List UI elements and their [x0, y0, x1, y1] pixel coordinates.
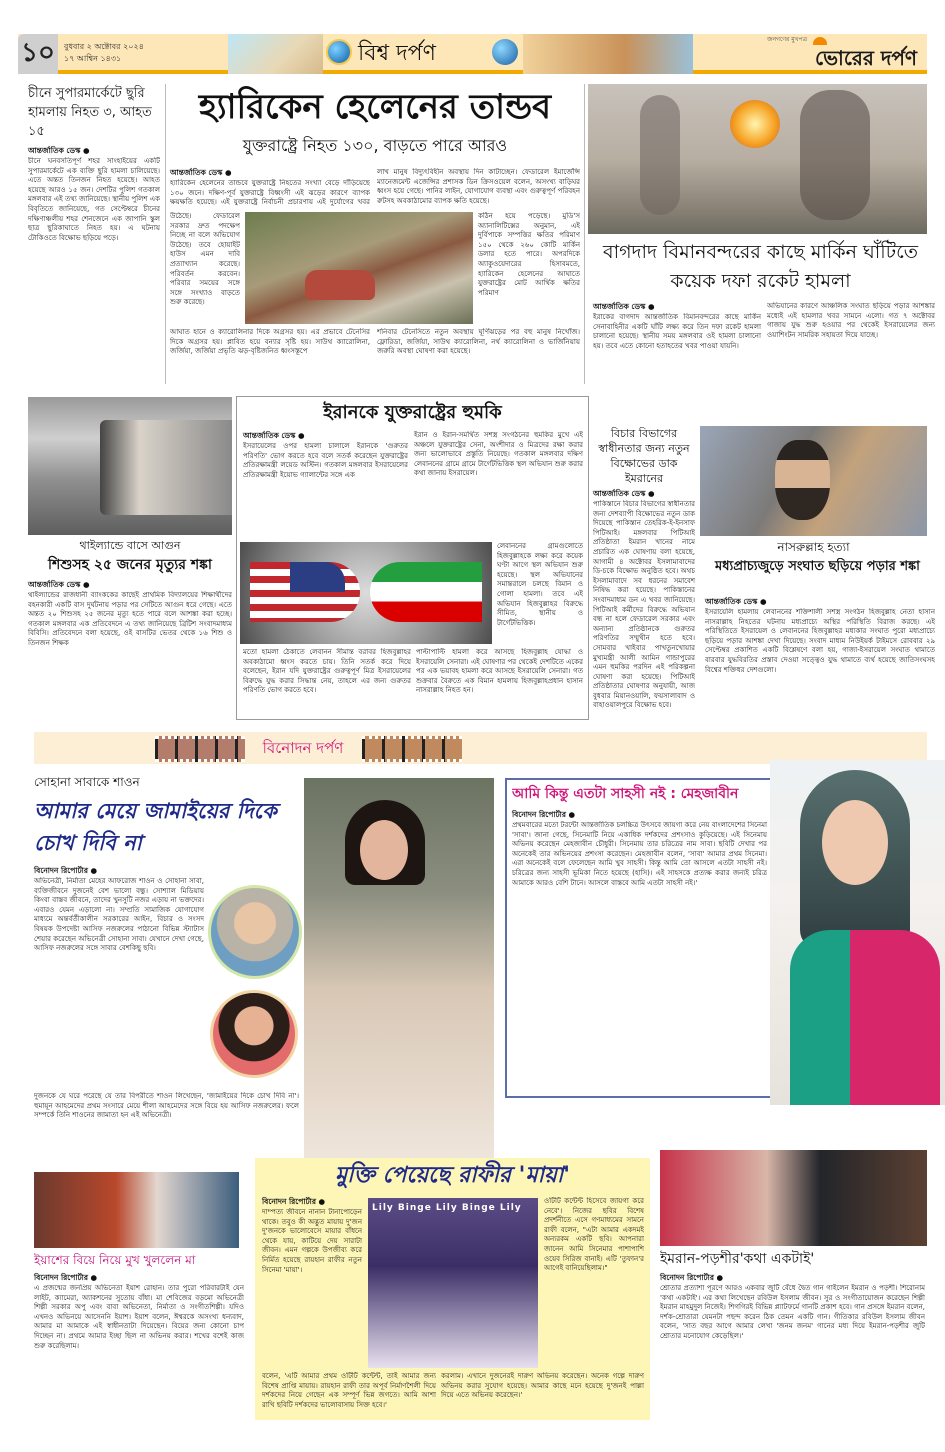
smoke-plume: [800, 90, 870, 220]
globe-icon: [492, 39, 518, 65]
date-block: [64, 41, 144, 65]
iran-body: ইসরায়েলের ওপর হামলা চালালে ইরানকে 'গুরুতর পরিণতি' ভোগ করতে হবে বলে সতর্ক করেছেন যুক্তরাষ্ট্রের প্রতিরক্ষামন্ত্রী লয়েড অস্টিন। গতকাল মঙ্গলবার ইসরায়েলের প্রতিরক্ষামন্ত্রী ইয়োভ গ্যালান্টের সঙ্গে এক: [243, 442, 408, 479]
iran-body: মতো হামলা ঠেকাতে লেবানন সীমান্ত বরাবর হিজবুল্লাহর অবকাঠামো ধ্বংস করতে চায়। তিনি সতর্ক করে দিয়ে বলেছেন, ইরান যদি যুক্তরাষ্ট্রের গুরুত্বপূর্ণ মিত্র ইসরায়েলের বিরুদ্ধে যুদ্ধ করার সিদ্ধান্ত নেয়, তাহলে এর জন্য গুরুতর পরিণতি ভোগ করতে হবে।: [243, 648, 411, 695]
portrait-face: [360, 820, 408, 880]
iran-headline[interactable]: ইরানকে যুক্তরাষ্ট্রের হুমকি: [323, 402, 502, 423]
hurricane-byline: আন্তর্জাতিক ডেস্ক ●: [170, 168, 232, 177]
china-body: চীনে ঘনবসতিপূর্ণ শহর সাংহাইয়ের একটি সুপারমার্কেটে এক ব্যক্তি ছুরি হামলা চালিয়েছে। এতে অন্তত তিনজন নিহত হয়েছে। আহত হয়েছে আরও ১৫ জন। দেশটির পুলিশ গতকাল মঙ্গলবার এই তথ্য জানিয়েছে। স্থানীয় পুলিশ এক বিবৃতিতে জানিয়েছে, গত সেপ্টেম্বরে চীনের দক্ষিণাঞ্চলীয় শহর শেনজেনে এক জাপানি স্কুল ছাত্র ছুরিকাঘাতে নিহত হয়। এ ঘটনায় টোকিওতে বিক্ষোভ ছড়িয়ে পড়ে।: [28, 157, 160, 242]
nasrallah-kicker: নাসরুল্লাহ হত্যা: [777, 540, 850, 554]
maya-body: দাম্পত্য জীবনে নানান টানাপোড়েন থাকে। তবুও কী অদ্ভুত মায়ায় দু'জন দু'জনকে ভালোবেসে মায়ার বাঁধনে থেকে যায়, কাটিয়ে দেয় সারাটা জীবন। এমন গল্পকে উপজীব্য করে নির্মিত হয়েছে রায়হান রাফীর নতুন সিনেমা 'মায়া'।: [262, 1208, 362, 1274]
shawon-kicker: সোহানা সাবাকে শাওন: [34, 775, 140, 789]
sabila-inset-photo: [210, 990, 298, 1078]
date-bengali: ১৭ আশ্বিন ১৪৩১: [64, 54, 122, 63]
imran-byline: আন্তর্জাতিক ডেস্ক ●: [593, 489, 655, 498]
maya-body: ওটিটি কন্টেন্ট হিসেবে জায়গা করে নেবে'। নিজের ছবির বিশেষ প্রদর্শনীতে এসে গণমাধ্যমের সামনে রাফী বলেন, "এটা আমার একদমই অন্যরকম একটি ছবি। আপনারা জানেন আমি সিনেমার পাশাপাশি ওয়েব সিরিজ বানাই। এটি 'তুফান'র আগেই বানিয়েছিলাম।": [544, 1197, 644, 1273]
burnt-bus: [100, 420, 232, 515]
portrait-face: [822, 800, 888, 885]
mehjabin-headline[interactable]: আমি কিন্তু এতটা সাহসী নই : মেহজাবীন: [512, 786, 739, 802]
shawon-headline[interactable]: আমার মেয়ে জামাইয়ের দিকে চোখ দিবি না: [34, 799, 277, 855]
hurricane-body: শনিবার টেনেসিতে নতুন অবস্থায় ঘূর্ণিঝড়ের পর বহু মানুষ নিখোঁজ। ফ্লোরিডা, জর্জিয়া, সাউথ ক্যারোলিনা, নর্থ ক্যারোলিনা ও ভার্জিনিয়ায় জরুরি অবস্থা ঘোষণা করা হয়েছে।: [377, 328, 580, 356]
yash-headline[interactable]: ইয়াশের বিয়ে নিয়ে মুখ খুললেন মা: [34, 1253, 196, 1267]
travel-banner-right: [523, 34, 693, 74]
portrait-dress: [790, 930, 940, 1105]
yash-byline: বিনোদন রিপোর্টার ●: [34, 1273, 98, 1282]
imran-headline[interactable]: বিচার বিভাগের স্বাধীনতার জন্য নতুন বিক্ষোভের ডাক ইমরানের: [598, 427, 690, 485]
baghdad-body: অভিযানের কারণে আঞ্চলিক সংঘাত ছড়িয়ে পড়ার আশঙ্কার মধ্যেই এই হামলার খবর সামনে এলো। গত ৭ অক্টোবর গাজায় যুদ্ধ শুরু হওয়ার পর থেকেই ইসরায়েলের জন্য ওয়াশিংটন সামরিক সহায়তা দিয়ে যাচ্ছে।: [767, 302, 935, 339]
globe-icon: [326, 39, 352, 65]
yash-body: এ প্রজন্মের জনপ্রিয় অভিনেতা ইয়াশ রোহান। তার পুরো পরিবারটাই যেন লাইট, ক্যামেরা, অ্যাকশনের সুতোয় বাঁধা। মা শেবিজের বড়মো অভিনেত্রী শিল্পী সরকার অপু এবং বাবা অভিনেতা, নির্মাতা ও সংগীতশিল্পী। যদিও এখনও অভিনয়ে আসেননি ইয়াশ। ইয়াশ বলেন, ঈশ্বরকে অসংখ্য ধন্যবাদ, আমার মা আমাকে এই স্বাধীনতাটা দিয়েছেন। বিয়ের জন্য কোনো চাপ দিচ্ছেন না। প্রথমে আমার ইচ্ছা ছিল না অভিনয় করার। শখের বশেই কাজ শুরু করেছিলাম।: [34, 1284, 244, 1350]
bus-kicker: থাইল্যান্ডে বাসে আগুন: [79, 539, 181, 552]
column-divider: [165, 84, 166, 384]
china-headline[interactable]: চীনে সুপারমার্কেটে ছুরি হামলায় নিহত ৩, আহত ১৫: [28, 86, 152, 139]
iran-body: পাল্টাপাল্টি হামলা করে আসছে হিজবুল্লাহ যোদ্ধা ও ইসরায়েলি সেনারা। এই ঘোষণার পর থেকেই দেশটিতে একের পর এক ভয়াবহ হামলা করে আসছে ইসরায়েলি সেনারা। গত শুক্রবার বৈরুতে এক বিমান হামলায় হিজবুল্লাহপ্রধান হাসান নাসরাল্লাহ নিহত হন।: [416, 648, 583, 695]
brand-tagline: জনগণের মুখপত্র: [767, 36, 807, 43]
wrecked-car: [305, 270, 375, 300]
page-number: ১০: [18, 34, 58, 74]
kotha-ektai-body: শ্রোতার প্রত্যাশা পূরণে আরও একবার জুটি বেঁধে দ্বৈত গান গাইলেন ইমরান ও পড়শী। শিরোনাম 'কথা একটাই'। এর কথা লিখেছেন রবিউল ইসলাম জীবন। সুর ও সংগীতায়োজন করেছেন শিল্পী ইমরান মাহমুদুল নিজেই। শিগগিরই বিভিন্ন প্ল্যাটফর্মে গানটি প্রকাশ হবে। গান প্রসঙ্গে ইমরান বলেন, দর্শক-শ্রোতারা যেমনটা পছন্দ করেন ঠিক তেমন একটি গান। গীতিকার রবিউল ইসলাম জীবন বলেন, 'সাত বছর আগে আমার লেখা 'জনম জনম' গানের মধ্য দিয়ে ইমরান-পড়শীর জুটি শ্রোতার মনোযোগ কেড়েছিল।': [660, 1284, 925, 1340]
column-divider: [584, 84, 585, 384]
maya-headline[interactable]: মুক্তি পেয়েছে রাফীর 'মায়া': [334, 1163, 571, 1188]
iran-body: লেবাননের গ্রামগুলোতে হিজবুল্লাহকে লক্ষ্য করে কয়েক ঘণ্টা আগে স্থল অভিযান শুরু হয়েছে। স্থল অভিযানের সমান্তরালে চলছে বিমান ও গোলা হামলা। তবে এই অভিযান হিজবুল্লাহর বিরুদ্ধে সীমিত, স্থানীয় ও টার্গেটভিত্তিক।: [497, 542, 583, 627]
maya-premiere-photo: [368, 1198, 538, 1368]
hurricane-subheadline: যুক্তরাষ্ট্রে নিহত ১৩০, বাড়তে পারে আরও: [242, 136, 508, 155]
newspaper-logo[interactable]: ভোরের দর্পণ: [815, 46, 917, 70]
kotha-ektai-headline[interactable]: ইমরান-পড়শীর'কথা একটাই': [660, 1251, 815, 1267]
hurricane-body: আঘাত হানে ও ক্যারোলিনার দিকে অগ্রসর হয়। এর প্রভাবে টেনেসির দিকে অগ্রসর হয়। প্লাবিত হয়ে বন্যার সৃষ্টি হয়। সাউথ ক্যারোলিনা, জর্জিয়া, জর্জিয়া প্রভৃতি ঝড়-বৃষ্টিজনিত ধ্বংসস্তূপে: [170, 328, 370, 356]
hurricane-headline[interactable]: হ্যারিকেন হেলেনের তান্ডব: [198, 87, 552, 127]
mehjabin-byline: বিনোদন রিপোর্টার ●: [512, 810, 576, 819]
hurricane-body: লাখ মানুষ বিদ্যুৎবিহীন অবস্থায় দিন কাটাচ্ছেন। ফেডারেল ইমার্জেন্সি ম্যানেজমেন্ট এজেন্সির প্রশাসক ডিন ক্রিসওয়েল বলেন, অসংখ্য বাড়িঘর ধ্বংস হয়ে গেছে। পানির লাইন, যোগাযোগ ব্যবস্থা এবং গুরুত্বপূর্ণ পরিবহন রুটসহ অবকাঠামোর ব্যাপক ক্ষতি হয়েছে।: [377, 168, 580, 205]
film-reel-icon: [362, 736, 462, 762]
nasrallah-headline[interactable]: মধ্যপ্রাচ্যজুড়ে সংঘাত ছড়িয়ে পড়ার শঙ্কা: [715, 559, 920, 574]
maya-body: বলেন, 'এটি আমার প্রথম ওটিটি কন্টেন্ট, তাই আমার জন্য বিশেষ প্রাপ্তি মায়ায়। রায়হান রাফী তার অপূর্ব নির্মাণশৈলী দিয়ে দর্শকদের নিয়ে গেছেন এক সম্পূর্ণ ভিন্ন জগতে। আমি আশা রাখি ছবিটি দর্শকদের ভালোবাসায় সিক্ত হবে।': [262, 1372, 436, 1409]
bus-headline[interactable]: শিশুসহ ২৫ জনের মৃত্যুর শঙ্কা: [48, 557, 212, 573]
us-flag-canton: [290, 562, 345, 592]
mehjabin-body: প্রথমবারের মতো টরন্টো আন্তর্জাতিক চলচ্চিত্র উৎসবে জায়গা করে নেয় বাংলাদেশের সিনেমা 'সাবা'। জানা গেছে, সিনেমাটি নিয়ে একাধিক দর্শকদের প্রশংসাও কুড়িয়েছে। এই সিনেমায় অভিনয় করেছেন মেহজাবীন চৌধুরী। সিনেমায় তার চরিত্রের নাম সাবা। ছবিটি দেখার পর অনেকেই তার অভিনয়ের প্রশংসা করেছেন। মেহজাবীন বলেন, 'সাবা' আমার প্রথম সিনেমা। এরা অনেকেই বলে ফেলেছেন আমি খুব সাহসী। কিন্তু আমি তো আসলে এতটা সাহসী নই। চরিত্রের জন্য সাহসী ভূমিকা নিতে হয়েছে (হাসি)। এই সাহসকে প্রত্যক্ষ করার জন্যই চরিত্র আমাকে আরও বেশি টানে। আসলে বাস্তবে আমি এতটা সাহসী নই।': [512, 821, 767, 887]
section-title: বিশ্ব দর্পণ: [358, 41, 436, 66]
entertainment-section-title: বিনোদন দর্পণ: [262, 739, 344, 757]
shawon-body: দুজনকে যে ঘরে পরেছে যে তার বিপরীতে শাওন লিখেছেন, 'জামাইয়ের দিকে চোখ দিবি না'। হুমায়ূন আহমেদের প্রথম সংসারে মেয়ে শীলা আহমেদের সঙ্গে বিয়ে হয় আসিফ নজরুলের। ফলে সম্পর্কে তিনি শাওনের জামাতা হন এই অভিনেত্রী।: [34, 1092, 299, 1120]
nasrallah-byline: আন্তর্জাতিক ডেস্ক ●: [705, 597, 767, 606]
imran-body: পাকিস্তানে বিচার বিভাগের স্বাধীনতার জন্য দেশব্যাপী বিক্ষোভের নতুন ডাক দিয়েছে পাকিস্তান তেহরিক-ই-ইনসাফ পিটিআই। মঙ্গলবার পিটিআই প্রতিষ্ঠাতা ইমরান খানের নামে প্রচারিত এক ঘোষণায় বলা হয়েছে, আগামী ৪ অক্টোবর ইসলামাবাদের ডি-চকে বিক্ষোভ অনুষ্ঠিত হবে। অথচ ইসলামাবাদে সব ধরনের সমাবেশ নিষিদ্ধ করা হয়েছে। পাকিস্তানের সংবাদমাধ্যম ডন এ খবর জানিয়েছে। পিটিআই কর্মীদের বিরুদ্ধে অভিযান বন্ধ না হলে ফেডারেল সরকার এবং অন্যান্য প্রতিষ্ঠানকে গুরুতর পরিণতির সম্মুখীন হতে হবে। সোমবার খাইবার পাখতুনখোয়ার মুখ্যমন্ত্রী আলী আমিন গান্ডাপুরের এমন হুমকির পরদিন এই পরিকল্পনা ঘোষণা করা হয়েছে। পিটিআই প্রতিষ্ঠাতার ঘোষণার অনুযায়ী, আজ বুধবার মিয়ানওয়ালি, ফয়সালাবাদ ও বাহাওয়ালপুরে বিক্ষোভ হবে।: [593, 500, 695, 710]
kotha-ektai-byline: বিনোদন রিপোর্টার ●: [660, 1273, 724, 1282]
masthead: [18, 34, 927, 74]
smoke-plume: [640, 95, 680, 215]
hurricane-body: উঠেছে। ফেডারেল সরকার দ্রুত পদক্ষেপ নিচ্ছে না বলে অভিযোগ উঠেছে। তবে হোয়াইট হাউস এমন দাবি প্রত্যাখ্যান করেছে। পরিবর্তন করবেন। পরিবার সময়ের সঙ্গে সঙ্গে সংখ্যাও বাড়তে শুরু করেছে।: [170, 212, 240, 307]
iran-flag-fist: [370, 562, 482, 622]
china-byline: আন্তর্জাতিক ডেস্ক ●: [28, 146, 90, 155]
iran-body: ইরান ও ইরান-সমর্থিত সশস্ত্র সংগঠনের হুমকির মুখে এই অঞ্চলে যুক্তরাষ্ট্রের সেনা, অংশীদার ও মিত্রদের রক্ষা করার জন্য ভালোভাবে প্রস্তুতি নিয়েছে। গতকাল মঙ্গলবার দক্ষিণ লেবাননের গ্রামে গ্রামে টার্গেটভিত্তিক স্থল অভিযান শুরু করার কথা জানায় ইসরায়েল।: [414, 431, 583, 478]
baghdad-body: ইরাকের বাগদাদ আন্তর্জাতিক বিমানবন্দরের কাছে মার্কিন সেনাবাহিনীর একটি ঘাঁটি লক্ষ্য করে তিন দফা রকেট হামলা চালানো হয়েছে। স্থানীয় সময় মঙ্গলবার ওই হামলা চালানো হয়। তবে এতে কোনো হতাহতের খবর পাওয়া যায়নি।: [593, 313, 761, 350]
hurricane-body: কঠিন হয়ে পড়েছে। মুডি'স অ্যানালিটিক্সের অনুমান, এই দুর্বিপাকে সম্পত্তির ক্ষতির পরিমাণ ১৫০ থেকে ২৬০ কোটি মার্কিন ডলার হতে পারে। অপরদিকে অ্যাকুওয়েদারের হিসাবমতে, হ্যারিকেন হেলেনের আঘাতে যুক্তরাষ্ট্রের মোট আর্থিক ক্ষতির পরিমাণ: [478, 212, 580, 297]
baghdad-headline[interactable]: বাগদাদ বিমানবন্দরের কাছে মার্কিন ঘাঁটিতে কয়েক দফা রকেট হামলা: [603, 241, 918, 292]
explosion-fireball: [730, 100, 780, 148]
hurricane-wreckage-photo: [245, 212, 473, 324]
date-gregorian: বুধবার ২ অক্টোবর ২০২৪: [64, 42, 144, 51]
nasrallah-body: ইসরায়েলি হামলায় লেবাননের শক্তিশালী সশস্ত্র সংগঠন হিজবুল্লাহ নেতা হাসান নাসরাল্লাহ নিহতের ঘটনায় মধ্যপ্রাচ্যে অস্থির পরিস্থিতি বিরাজ করছে। এই পরিস্থিতিতে ইসরায়েল ও লেবাননের হিজবুল্লাহর মধ্যকার সংঘাত পুরো মধ্যপ্রাচ্যে ছড়িয়ে পড়ার আশঙ্কা দেখা দিয়েছে। সংবাদ মাধ্যম নিউইয়র্ক টাইমসে রোববার ২৯ সেপ্টেম্বর প্রকাশিত একটি বিশ্লেষণে বলা হয়, গাজা-ইসরায়েল সংঘাত থামাতে বারবার যুদ্ধবিরতির প্রস্তাব দেওয়া সত্ত্বেও যুদ্ধ থামাতে ব্যর্থ হয়েছে জাতিসংঘসহ বিশ্বের শক্তিধর দেশগুলো।: [705, 608, 935, 674]
maya-byline: বিনোদন রিপোর্টার ●: [262, 1197, 326, 1206]
baghdad-byline: আন্তর্জাতিক ডেস্ক ●: [593, 302, 655, 311]
shawon-body: অভিনেত্রী, নির্মাতা মেহের আফরোজ শাওন ও সোহানা সাবা, ব্যক্তিজীবনে দুজনেই বেশ ভালো বন্ধু। সোশ্যাল মিডিয়ায় কিংবা বাস্তব জীবনে, তাদের খুনসুটি নজর এড়ায় না ভক্তদের। এবারও যেমন এড়ালো না। সম্প্রতি সামাজিক যোগাযোগ মাধ্যমে অন্তর্বর্তীকালীন সরকারের আইন, বিচার ও সংসদ বিষয়ক উপদেষ্টা আসিফ নজরুলের পাঠানো বিভিন্ন স্ট্যাটাস শেয়ার করেছেন অভিনেত্রী সোহানা সাবা। যেখানে দেখা গেছে, আসিফ নজরুলের সঙ্গে সাবার বেশকিছু ছবি।: [34, 877, 204, 953]
film-reel-icon: [155, 736, 245, 762]
iran-byline: আন্তর্জাতিক ডেস্ক ●: [243, 431, 305, 440]
imran-porshi-photo: [660, 1150, 927, 1246]
bus-byline: আন্তর্জাতিক ডেস্ক ●: [28, 580, 90, 589]
sponsor-backdrop-logos: Lily Binge Lily Binge Lily: [372, 1203, 522, 1213]
asif-nazrul-inset-photo: [208, 885, 302, 979]
maya-body: করলাম। এখানে দুজনেরই দারুণ অভিনয় করেছেন। অনেক গল্পে দারুণ অভিনয় করার সুযোগ হয়েছে। আমার কাছে মনে হয়েছে দু'জনই পাল্লা দিয়ে এতে অভিনয় করেছেন।': [441, 1372, 644, 1400]
sun-logo-icon: [813, 37, 827, 45]
hurricane-body: হ্যারিকেন হেলেনের তান্ডবে যুক্তরাষ্ট্রে নিহতের সংখ্যা বেড়ে দাঁড়িয়েছে ১৩০ জনে। দক্ষিণ-পূর্ব যুক্তরাষ্ট্রে বিধ্বংসী এই ঝড়ের কারণে ব্যাপক ক্ষয়ক্ষতি হয়েছে। এই যুক্তরাষ্ট্রে নির্বাচনী প্রচারণায় এই দুর্যোগের খবর: [170, 179, 370, 207]
portrait: [775, 440, 830, 520]
bus-body: থাইল্যান্ডের রাজধানী ব্যাংককের কাছেই প্রাথমিক বিদ্যালয়ের শিক্ষার্থীদের বহনকারী একটি বাস দুর্ঘটনায় পড়ার পর সেটিতে আগুন ধরে গেছে। এতে অন্তত ২০ শিশুসহ ২৫ জনের মৃত্যু হতে পারে বলে আশঙ্কা করা হচ্ছে। গতকাল মঙ্গলবার এক প্রতিবেদনে এ তথ্য জানিয়েছে ব্রিটিশ সংবাদমাধ্যম বিবিসি। প্রতিবেদনে বলা হয়েছে, ওই বাসটির ভেতর থেকে ১৬ শিশু ও তিনজন শিক্ষক: [28, 591, 232, 647]
yash-mother-photo: [34, 1172, 239, 1248]
shawon-byline: বিনোদন রিপোর্টার ●: [34, 866, 98, 875]
travel-banner-left: [228, 34, 323, 74]
